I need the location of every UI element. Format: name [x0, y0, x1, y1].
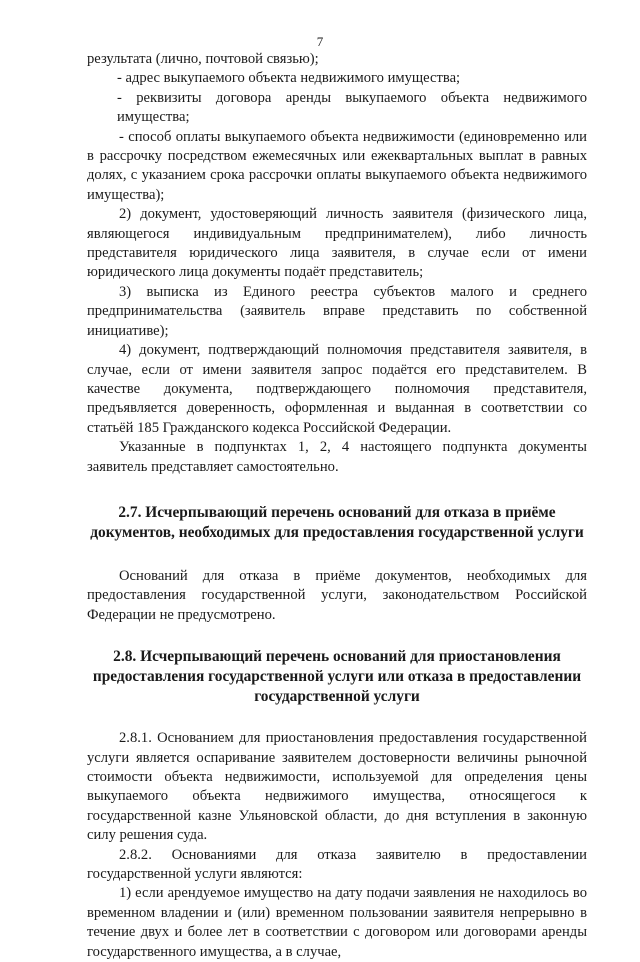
item-registry-extract: 3) выписка из Единого реестра субъектов малого и среднего предпринимательства (заявитель вправе представить по собственной инициативе);	[87, 283, 587, 339]
page-number: 7	[316, 34, 324, 49]
section-2-7-heading: 2.7. Исчерпывающий перечень оснований для отказа в приёме документов, необходимых для предоставления государственной услуги	[90, 503, 584, 541]
section-2-8-2-item-1: 1) если арендуемое имущество на дату подачи заявления не находилось во временном владении и (или) временном пользовании заявителя непрерывно в течение двух и более лет в соответствии с договором или договорами аренды государственного имущества, а в случае,	[87, 885, 587, 960]
section-2-8-2: 2.8.2. Основаниями для отказа заявителю в предоставлении государственной услуги являются:	[87, 846, 587, 882]
list-item-address: - адрес выкупаемого объекта недвижимого имущества;	[117, 70, 461, 87]
section-2-8-heading: 2.8. Исчерпывающий перечень оснований для приостановления предоставления государственной услуги или отказа в предоставлении государственной услуги	[92, 648, 582, 706]
continuation-line: результата (лично, почтовой связью);	[87, 51, 319, 67]
section-2-7-text: Оснований для отказа в приёме документов, необходимых для предоставления государственной услуги, законодательством Российской Федерации не предусмотрено.	[87, 567, 587, 623]
item-authority-document: 4) документ, подтверждающий полномочия представителя заявителя, в случае, если от имени заявителя запрос подаётся его представителем. В качестве документа, подтверждающего полномочия представителя, предъявляется доверенность, оформленная и выданная в соответствии со статьёй 185 Гражданского кодекса Российской Федерации.	[87, 342, 587, 436]
list-item-payment-method: - способ оплаты выкупаемого объекта недвижимости (единовременно или в рассрочку посредством ежемесячных или ежеквартальных выплат в равных долях, с указанием срока рассрочки оплаты выкупаемого объекта недвижимого имущества);	[87, 128, 587, 203]
item-identity-document: 2) документ, удостоверяющий личность заявителя (физического лица, являющегося индивидуальным предпринимателем), либо личность представителя юридического лица заявителя, в случае если от имени юридического лица документы подаёт представитель;	[87, 206, 587, 281]
list-item-lease-details: - реквизиты договора аренды выкупаемого объекта недвижимого имущества;	[117, 89, 587, 126]
items-note: Указанные в подпунктах 1, 2, 4 настоящего подпункта документы заявитель представляет самостоятельно.	[87, 439, 587, 475]
document-body	[87, 50, 587, 962]
section-2-8-1: 2.8.1. Основанием для приостановления предоставления государственной услуги является оспаривание заявителем достоверности величины рыночной стоимости объекта недвижимости, используемой для определения цены выкупаемого объекта недвижимого имущества, относящегося к государственной казне Ульяновской области, до дня вступления в законную силу решения суда.	[87, 730, 587, 844]
